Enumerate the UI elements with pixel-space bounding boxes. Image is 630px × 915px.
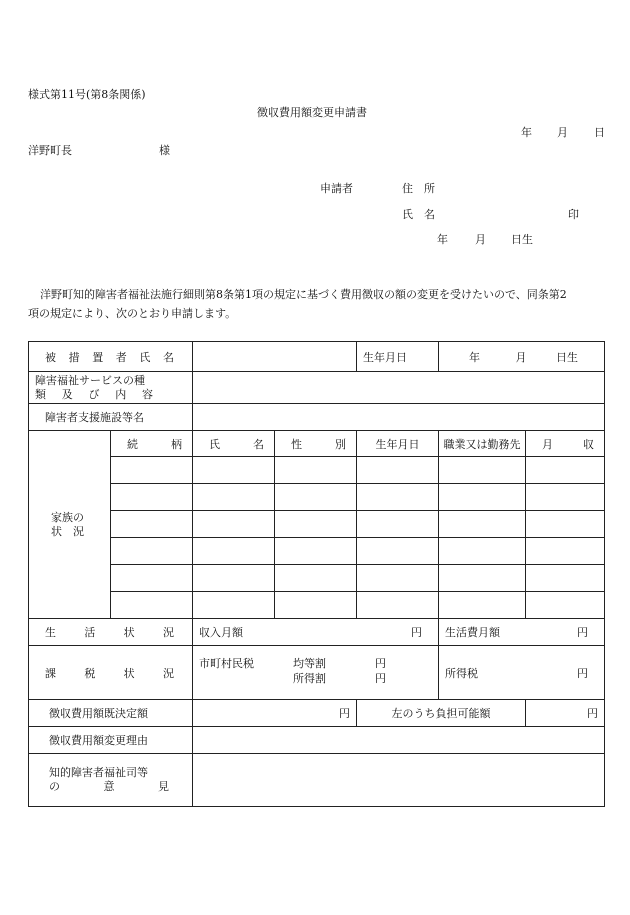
family-cell[interactable] bbox=[357, 457, 439, 484]
family-cell[interactable] bbox=[526, 511, 605, 538]
family-cell[interactable] bbox=[111, 538, 193, 565]
family-cell[interactable] bbox=[111, 565, 193, 592]
family-header-gender: 性別 bbox=[275, 431, 357, 457]
family-cell[interactable] bbox=[193, 592, 275, 619]
row-person-name bbox=[29, 342, 605, 372]
document-title: 徴収費用額変更申請書 bbox=[257, 106, 367, 119]
living-label: 生活状況 bbox=[29, 619, 193, 646]
family-cell[interactable] bbox=[526, 538, 605, 565]
decided-amount-yen: 円 bbox=[339, 707, 350, 720]
family-cell[interactable] bbox=[193, 565, 275, 592]
family-cell[interactable] bbox=[111, 484, 193, 511]
income-yen: 円 bbox=[411, 626, 422, 639]
family-cell[interactable] bbox=[357, 592, 439, 619]
income-field[interactable] bbox=[193, 619, 439, 646]
addressee-honorific: 様 bbox=[159, 144, 170, 157]
family-cell[interactable] bbox=[439, 538, 526, 565]
income-tax-field[interactable] bbox=[439, 646, 605, 700]
facility-label: 障害者支援施設等名 bbox=[29, 404, 193, 431]
family-cell[interactable] bbox=[193, 484, 275, 511]
family-cell[interactable] bbox=[275, 511, 357, 538]
family-label bbox=[29, 431, 111, 619]
family-cell[interactable] bbox=[275, 457, 357, 484]
burden-label: 左のうち負担可能額 bbox=[357, 700, 526, 727]
opinion-label-line-1: 知的障害者福祉司等 bbox=[49, 766, 148, 779]
row-decided-amount bbox=[29, 700, 605, 727]
living-cost-yen: 円 bbox=[577, 626, 588, 639]
applicant-birth-suffix: 日生 bbox=[511, 233, 533, 246]
family-row bbox=[29, 538, 605, 565]
family-cell[interactable] bbox=[111, 511, 193, 538]
family-header-occupation: 職業又は勤務先 bbox=[439, 431, 526, 457]
person-birth-month: 月 bbox=[515, 350, 527, 364]
service-label-line-1: 障害福祉サービスの種 bbox=[35, 373, 145, 387]
intro-line-1: 洋野町知的障害者福祉法施行細則第8条第1項の規定に基づく費用徴収の額の変更を受けたいので、同条第2 bbox=[40, 288, 567, 301]
applicant-birth-month: 月 bbox=[475, 233, 486, 246]
date-day-label: 日 bbox=[594, 126, 605, 139]
income-levy-yen: 円 bbox=[375, 672, 386, 685]
family-cell[interactable] bbox=[111, 592, 193, 619]
family-cell[interactable] bbox=[193, 457, 275, 484]
family-cell[interactable] bbox=[526, 565, 605, 592]
application-table bbox=[28, 341, 605, 807]
family-cell[interactable] bbox=[275, 538, 357, 565]
family-header-income: 月収 bbox=[526, 431, 605, 457]
applicant-birth-year: 年 bbox=[437, 233, 448, 246]
family-cell[interactable] bbox=[439, 484, 526, 511]
date-month-label: 月 bbox=[557, 126, 568, 139]
per-capita-yen: 円 bbox=[375, 657, 386, 670]
applicant-address-label: 住 所 bbox=[402, 182, 435, 195]
family-cell[interactable] bbox=[275, 565, 357, 592]
person-birth-label: 生年月日 bbox=[357, 342, 439, 372]
facility-field[interactable] bbox=[193, 404, 605, 431]
row-family-header bbox=[29, 431, 605, 457]
burden-field[interactable] bbox=[526, 700, 605, 727]
row-facility bbox=[29, 404, 605, 431]
change-reason-label: 徴収費用額変更理由 bbox=[29, 727, 193, 754]
service-label bbox=[29, 372, 193, 404]
person-name-label: 被措置者氏名 bbox=[29, 342, 193, 372]
family-label-line-2: 状 況 bbox=[51, 524, 84, 538]
person-birth-year: 年 bbox=[469, 350, 480, 364]
family-cell[interactable] bbox=[357, 511, 439, 538]
family-cell[interactable] bbox=[193, 538, 275, 565]
family-cell[interactable] bbox=[526, 592, 605, 619]
applicant-label: 申請者 bbox=[320, 182, 353, 195]
row-service bbox=[29, 372, 605, 404]
family-cell[interactable] bbox=[275, 484, 357, 511]
person-name-field[interactable] bbox=[193, 342, 357, 372]
row-living bbox=[29, 619, 605, 646]
family-cell[interactable] bbox=[439, 457, 526, 484]
family-cell[interactable] bbox=[439, 511, 526, 538]
family-row bbox=[29, 457, 605, 484]
addressee: 洋野町長 bbox=[28, 144, 72, 157]
municipal-tax-label: 市町村民税 bbox=[199, 657, 254, 670]
date-year-label: 年 bbox=[521, 126, 532, 139]
row-tax bbox=[29, 646, 605, 700]
tax-label: 課税状況 bbox=[29, 646, 193, 700]
applicant-name-label: 氏 名 bbox=[402, 208, 435, 221]
seal-mark: 印 bbox=[568, 208, 579, 221]
person-birth-field[interactable] bbox=[439, 342, 605, 372]
family-row bbox=[29, 592, 605, 619]
family-cell[interactable] bbox=[526, 457, 605, 484]
family-label-line-1: 家族の bbox=[51, 510, 84, 524]
per-capita-label: 均等割 bbox=[293, 657, 326, 670]
family-cell[interactable] bbox=[526, 484, 605, 511]
service-label-line-2: 類及び内容 bbox=[35, 387, 153, 401]
opinion-field[interactable] bbox=[193, 754, 605, 807]
family-cell[interactable] bbox=[357, 565, 439, 592]
family-cell[interactable] bbox=[439, 592, 526, 619]
intro-line-2: 項の規定により、次のとおり申請します。 bbox=[28, 307, 237, 320]
family-header-relation: 続柄 bbox=[111, 431, 193, 457]
municipal-tax-field[interactable] bbox=[193, 646, 439, 700]
family-cell[interactable] bbox=[275, 592, 357, 619]
opinion-label bbox=[29, 754, 193, 807]
family-cell[interactable] bbox=[357, 538, 439, 565]
family-row bbox=[29, 565, 605, 592]
family-cell[interactable] bbox=[111, 457, 193, 484]
burden-yen: 円 bbox=[587, 707, 598, 720]
decided-amount-field[interactable] bbox=[193, 700, 357, 727]
row-opinion bbox=[29, 754, 605, 807]
change-reason-field[interactable] bbox=[193, 727, 605, 754]
family-header-name: 氏名 bbox=[193, 431, 275, 457]
family-cell[interactable] bbox=[357, 484, 439, 511]
form-number: 様式第11号(第8条関係) bbox=[28, 88, 146, 101]
family-header-birth: 生年月日 bbox=[357, 431, 439, 457]
row-change-reason bbox=[29, 727, 605, 754]
service-field[interactable] bbox=[193, 372, 605, 404]
income-label: 収入月額 bbox=[199, 626, 243, 639]
family-row bbox=[29, 511, 605, 538]
person-birth-suffix: 日生 bbox=[556, 350, 578, 364]
family-cell[interactable] bbox=[439, 565, 526, 592]
income-tax-yen: 円 bbox=[577, 666, 588, 680]
income-tax-label: 所得税 bbox=[445, 666, 478, 680]
family-cell[interactable] bbox=[193, 511, 275, 538]
living-cost-field[interactable] bbox=[439, 619, 605, 646]
opinion-label-line-2: の意見 bbox=[49, 780, 169, 793]
income-levy-label: 所得割 bbox=[293, 672, 326, 685]
family-row bbox=[29, 484, 605, 511]
living-cost-label: 生活費月額 bbox=[445, 626, 500, 639]
decided-amount-label: 徴収費用額既決定額 bbox=[29, 700, 193, 727]
